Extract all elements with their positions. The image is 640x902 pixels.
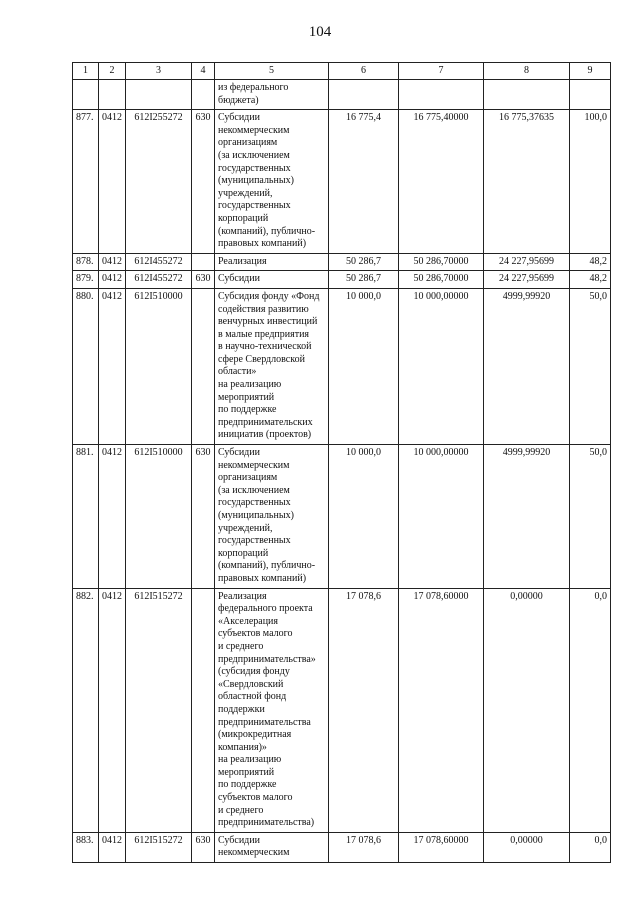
executed-amount: 16 775,37635: [484, 110, 570, 254]
execution-percent: [570, 80, 611, 110]
page-number: 104: [308, 24, 332, 40]
execution-percent: 48,2: [570, 271, 611, 289]
section-code: 0412: [99, 588, 126, 832]
approved-amount: 17 078,60000: [399, 588, 484, 832]
planned-amount: 17 078,6: [329, 832, 399, 862]
expense-type-code: 630: [192, 445, 215, 589]
target-code: 612I510000: [126, 288, 192, 444]
approved-amount: 17 078,60000: [399, 832, 484, 862]
row-number: 879.: [73, 271, 99, 289]
section-code: 0412: [99, 271, 126, 289]
execution-percent: 0,0: [570, 588, 611, 832]
planned-amount: 50 286,7: [329, 271, 399, 289]
row-number: 877.: [73, 110, 99, 254]
approved-amount: 16 775,40000: [399, 110, 484, 254]
executed-amount: 4999,99920: [484, 288, 570, 444]
column-header: 3: [126, 63, 192, 80]
column-header: 7: [399, 63, 484, 80]
expense-type-code: 630: [192, 832, 215, 862]
expense-type-code: 630: [192, 271, 215, 289]
row-number: 878.: [73, 253, 99, 271]
table-row: [73, 588, 611, 832]
item-name: Реализация: [215, 253, 329, 271]
item-name: Субсидии: [215, 271, 329, 289]
section-code: 0412: [99, 832, 126, 862]
execution-percent: 100,0: [570, 110, 611, 254]
section-code: [99, 80, 126, 110]
column-header: 5: [215, 63, 329, 80]
planned-amount: 17 078,6: [329, 588, 399, 832]
executed-amount: 0,00000: [484, 588, 570, 832]
table-row: [73, 253, 611, 271]
row-number: 881.: [73, 445, 99, 589]
approved-amount: [399, 80, 484, 110]
table-row: [73, 80, 611, 110]
expense-type-code: [192, 253, 215, 271]
target-code: 612I515272: [126, 832, 192, 862]
section-code: 0412: [99, 110, 126, 254]
approved-amount: 10 000,00000: [399, 445, 484, 589]
section-code: 0412: [99, 253, 126, 271]
section-code: 0412: [99, 288, 126, 444]
executed-amount: [484, 80, 570, 110]
planned-amount: 16 775,4: [329, 110, 399, 254]
approved-amount: 50 286,70000: [399, 253, 484, 271]
column-header: 9: [570, 63, 611, 80]
executed-amount: 0,00000: [484, 832, 570, 862]
budget-table: [72, 62, 611, 863]
row-number: 883.: [73, 832, 99, 862]
item-name: из федерального бюджета): [215, 80, 329, 110]
target-code: 612I455272: [126, 253, 192, 271]
table-row: [73, 110, 611, 254]
target-code: [126, 80, 192, 110]
execution-percent: 50,0: [570, 288, 611, 444]
item-name: Субсидия фонду «Фонд содействия развитию венчурных инвестиций в малые предприятия в научно-технической сфере Свердловской области» на реализацию мероприятий по поддержке предпринимательских инициатив (проектов): [215, 288, 329, 444]
table-row: [73, 271, 611, 289]
target-code: 612I455272: [126, 271, 192, 289]
planned-amount: 10 000,0: [329, 288, 399, 444]
execution-percent: 48,2: [570, 253, 611, 271]
column-header: 8: [484, 63, 570, 80]
expense-type-code: 630: [192, 110, 215, 254]
item-name: Субсидии некоммерческим: [215, 832, 329, 862]
column-header: 6: [329, 63, 399, 80]
planned-amount: [329, 80, 399, 110]
planned-amount: 50 286,7: [329, 253, 399, 271]
execution-percent: 50,0: [570, 445, 611, 589]
execution-percent: 0,0: [570, 832, 611, 862]
item-name: Субсидии некоммерческим организациям (за исключением государственных (муниципальных) учреждений, государственных корпораций (компаний), публично- правовых компаний): [215, 445, 329, 589]
item-name: Реализация федерального проекта «Акселерация субъектов малого и среднего предпринимательства» (субсидия фонду «Свердловский областной фонд поддержки предпринимательства (микрокредитная компания)» на реализацию мероприятий по поддержке субъектов малого и среднего предпринимательства): [215, 588, 329, 832]
row-number: [73, 80, 99, 110]
expense-type-code: [192, 288, 215, 444]
executed-amount: 24 227,95699: [484, 271, 570, 289]
target-code: 612I255272: [126, 110, 192, 254]
table-row: [73, 445, 611, 589]
target-code: 612I510000: [126, 445, 192, 589]
table-row: [73, 832, 611, 862]
column-header: 1: [73, 63, 99, 80]
planned-amount: 10 000,0: [329, 445, 399, 589]
column-header: 2: [99, 63, 126, 80]
section-code: 0412: [99, 445, 126, 589]
column-header: 4: [192, 63, 215, 80]
item-name: Субсидии некоммерческим организациям (за исключением государственных (муниципальных) учреждений, государственных корпораций (компаний), публично- правовых компаний): [215, 110, 329, 254]
expense-type-code: [192, 80, 215, 110]
row-number: 880.: [73, 288, 99, 444]
table-row: [73, 288, 611, 444]
executed-amount: 24 227,95699: [484, 253, 570, 271]
row-number: 882.: [73, 588, 99, 832]
approved-amount: 50 286,70000: [399, 271, 484, 289]
table-header-row: [73, 63, 611, 80]
expense-type-code: [192, 588, 215, 832]
approved-amount: 10 000,00000: [399, 288, 484, 444]
target-code: 612I515272: [126, 588, 192, 832]
executed-amount: 4999,99920: [484, 445, 570, 589]
